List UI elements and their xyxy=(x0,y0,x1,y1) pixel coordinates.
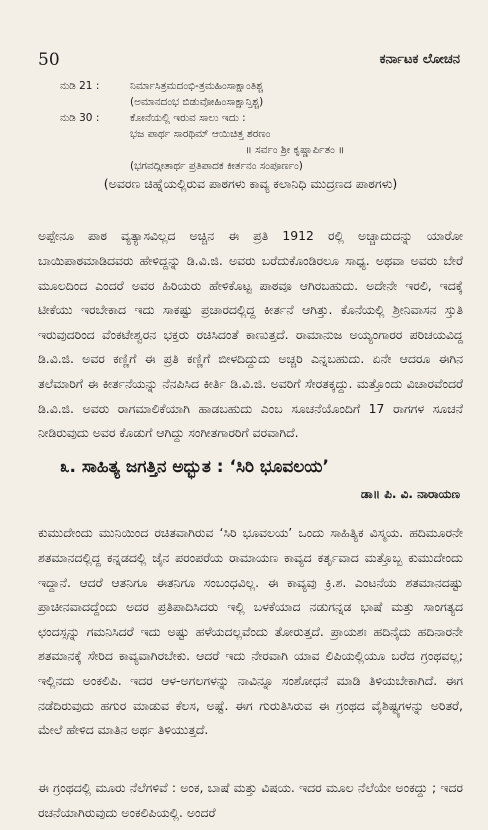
note-ref: ನುಡಿ 21 : xyxy=(60,80,100,92)
caption: (ಅವರಣ ಚಿಹ್ನೆಯಲ್ಲಿರುವ ಪಾಠಗಳು ಕಾವ್ಯ ಕಲಾನಿಧಿ ಮುದ್ರಣದ ಪಾಠಗಳು) xyxy=(103,176,398,191)
note-line xyxy=(60,94,460,110)
note-text: ಕೋನೆಯಲ್ಲಿ ಇರುವ ಸಾಲು ಇದು : xyxy=(130,112,246,124)
note-line xyxy=(60,158,460,174)
note-text: (ಭಗವದ್ಗೀತಾರ್ಥ ಪ್ರತಿಪಾದಕ ಕೀರ್ತನಂ ಸಂಪೂರ್ಣಂ) xyxy=(130,160,303,172)
paragraph: ಕುಮುದೇಂದು ಮುನಿಯಿಂದ ರಚಿತವಾಗಿರುವ ‘ಸಿರಿ ಭೂವಲಯ’ ಒಂದು ಸಾಹಿತ್ಯಿಕ ವಿಸ್ಮಯ. ಹದಿಮೂರನೇ ಶತಮಾನದಲ್ಲಿದ್ದ ಕನ್ನಡದಲ್ಲಿ ಜೈನ ಪರಂಪರೆಯ ರಾಮಾಯಣ ಕಾವ್ಯದ ಕರ್ತೃವಾದ ಮತ್ತೊಬ್ಬ ಕುಮುದೇಂದು ಇದ್ದಾನೆ. ಆದರೆ ಆತನಿಗೂ ಈತನಿಗೂ ಸಂಬಂಧವಿಲ್ಲ. ಈ ಕಾವ್ಯವು ಕ್ರಿ.ಶ. ಎಂಟನೆಯ ಶತಮಾನದಷ್ಟು ಪ್ರಾಚೀನವಾದದ್ದೆಂದು ಅದರ ಪ್ರತಿಪಾದಿಸಿದರು ಇಲ್ಲಿ ಬಳಕೆಯಾದ ನಡುಗನ್ನಡ ಭಾಷೆ ಮತ್ತು ಸಾಂಗತ್ಯದ ಛಂದಸ್ಸನ್ನು ಗಮನಿಸಿದರೆ ಇದು ಅಷ್ಟು ಹಳೆಯದಲ್ಲವೆಂದು ತೋರುತ್ತದೆ. ಪ್ರಾಯಶಃ ಹದಿನೈದು ಹದಿನಾರನೇ ಶತಮಾನಕ್ಕೆ ಸೇರಿದ ಕಾವ್ಯವಾಗಿರಬೇಕು. ಆದರೆ ಇದು ನೇರವಾಗಿ ಯಾವ ಲಿಪಿಯಲ್ಲಿಯೂ ಬರೆದ ಗ್ರಂಥವಲ್ಲ; ಇಲ್ಲಿನದು ಅಂಕಲಿಪಿ. ಇದರ ಆಳ-ಅಗಲಗಳನ್ನು ನಾವಿನ್ನೂ ಸಂಶೋಧನೆ ಮಾಡಿ ತಿಳಿಯಬೇಕಾಗಿದೆ. ಈಗ ನಡೆದಿರುವುದು ಹಗುರ ಮಾಡುವ ಕೆಲಸ, ಅಷ್ಟೆ. ಈಗ ಗುರುತಿಸಿರುವ ಈ ಗ್ರಂಥದ ವೈಶಿಷ್ಟ್ಯಗಳನ್ನು ಅರಿತರೆ, ಮೇಲೆ ಹೇಳಿದ ಮಾತಿನ ಅರ್ಥ ತಿಳಿಯುತ್ತದೆ. xyxy=(38,525,463,738)
note-ref xyxy=(60,94,130,110)
note-line xyxy=(60,110,460,126)
note-ref: ನುಡಿ 30 : xyxy=(60,112,100,124)
note-ref xyxy=(60,126,130,142)
note-ref xyxy=(60,142,130,158)
journal-title: ಕರ್ನಾಟಕ ಲೋಚನ xyxy=(379,52,460,67)
footnotes xyxy=(60,78,460,174)
note-text: (ಅಮಾನದಂಭ ಬಿಡುವೋಹಿಂಸಾಕ್ಷಾನ್ತಿಶ್ಚ) xyxy=(130,96,264,108)
note-ref xyxy=(60,158,130,174)
note-line xyxy=(60,142,460,158)
paragraph: ಅಪ್ಪೇನೂ ಪಾಠ ವ್ಯತ್ಯಾಸವಿಲ್ಲದ ಅಚ್ಚಿನ ಈ ಪ್ರತಿ 1912 ರಲ್ಲಿ ಅಚ್ಚಾದುದನ್ನು ಯಾರೋ ಬಾಯಿಪಾಠಮಾಡಿದವರು ಹೇಳಿದ್ದನ್ನು ಡಿ.ವಿ.ಜಿ. ಅವರು ಬರೆದುಕೊಂಡಿರಲೂ ಸಾಧ್ಯ. ಅಥವಾ ಅವರು ಬೇರೆ ಮೂಲದಿಂದ ಎಂದರೆ ಅವರ ಹಿರಿಯರು ಹೇಳಿಕೊಟ್ಟ ಪಾಠವೂ ಆಗಿರಬಹುದು. ಅದೇನೇ ಇರಲಿ, ಇದಕ್ಕೆ ಟೀಕೆಯು ಇರಬೇಕಾದ ಇದು ಸಾಕಷ್ಟು ಪ್ರಚಾರದಲ್ಲಿದ್ದ ಕೀರ್ತನೆ ಆಗಿತ್ತು. ಕೊನೆಯಲ್ಲಿ ಶ್ರೀನಿವಾಸನ ಸ್ತುತಿ ಇರುವುದರಿಂದ ವೆಂಕಟೇಶ್ವರನ ಭಕ್ತರು ರಚಿಸಿದಂತೆ ಕಾಣುತ್ತದೆ. ರಾಮಾನುಜ ಅಯ್ಯಂಗಾರರ ಪರಿಚಯವಿದ್ದ ಡಿ.ವಿ.ಜಿ. ಅವರ ಕಣ್ಣಿಗೆ ಈ ಪ್ರತಿ ಕಣ್ಣಿಗೆ ಬೀಳದಿದ್ದುದು ಅಚ್ಚರಿ ಎನ್ನಬಹುದು. ಏನೇ ಆದರೂ ಈಗಿನ ತಲೆಮಾರಿಗೆ ಈ ಕೀರ್ತನೆಯನ್ನು ನೆನಪಿಸಿದ ಕೀರ್ತಿ ಡಿ.ವಿ.ಜಿ. ಅವರಿಗೆ ಸೇರತಕ್ಕದ್ದು. ಮತ್ತೊಂದು ವಿಚಾರವೆಂದರೆ ಡಿ.ವಿ.ಜಿ. ಅವರು ರಾಗಮಾಲಿಕೆಯಾಗಿ ಹಾಡಬಹುದು ಎಂಬ ಸೂಚನೆಯೊಂದಿಗೆ 17 ರಾಗಗಳ ಸೂಚನೆ ನೀಡಿರುವುದು ಅವರ ಕೊಡುಗೆ ಆಗಿದ್ದು ಸಂಗೀತಗಾರರಿಗೆ ವರವಾಗಿದೆ. xyxy=(38,228,463,441)
note-text: ಭಜ ಪಾರ್ಥ ಸಾರಥಿಮ್ ಆಯಿಚಿತ್ತ ಶರಣಂ xyxy=(130,128,271,140)
paragraph: ಈ ಗ್ರಂಥದಲ್ಲಿ ಮೂರು ನೆಲೆಗಳಿವೆ : ಅಂಕ, ಬಾಷೆ ಮತ್ತು ವಿಷಯ. ಇದರ ಮೂಲ ನೆಲೆಯೇ ಅಂಕದ್ದು ; ಇದರ ರಚನೆಯಾಗಿರುವುದು ಅಂಕಲಿಪಿಯಲ್ಲಿ. ಅಂದರೆ xyxy=(38,780,463,820)
note-line xyxy=(60,78,460,94)
note-text: ॥ ಸರ್ವಂ ಶ್ರೀ ಕೃಷ್ಣಾರ್ಪಿತಂ ॥ xyxy=(245,144,345,156)
page-number: 50 xyxy=(38,50,60,70)
note-line xyxy=(60,126,460,142)
section-title: ೩. ಸಾಹಿತ್ಯ ಜಗತ್ತಿನ ಅದ್ಭುತ : ‘ಸಿರಿ ಭೂವಲಯ’ xyxy=(60,457,329,477)
page-header xyxy=(38,50,460,72)
author-name: ಡಾ॥ ಪಿ. ವಿ. ನಾರಾಯಣ xyxy=(360,487,460,501)
note-text: ನಿರ್ಮಾಸಿತ್ರಮದಂಭಿ-ತ್ರಮಹಿಂಸಾಕ್ಷಾಂತಿಶ್ಚ xyxy=(130,80,264,92)
